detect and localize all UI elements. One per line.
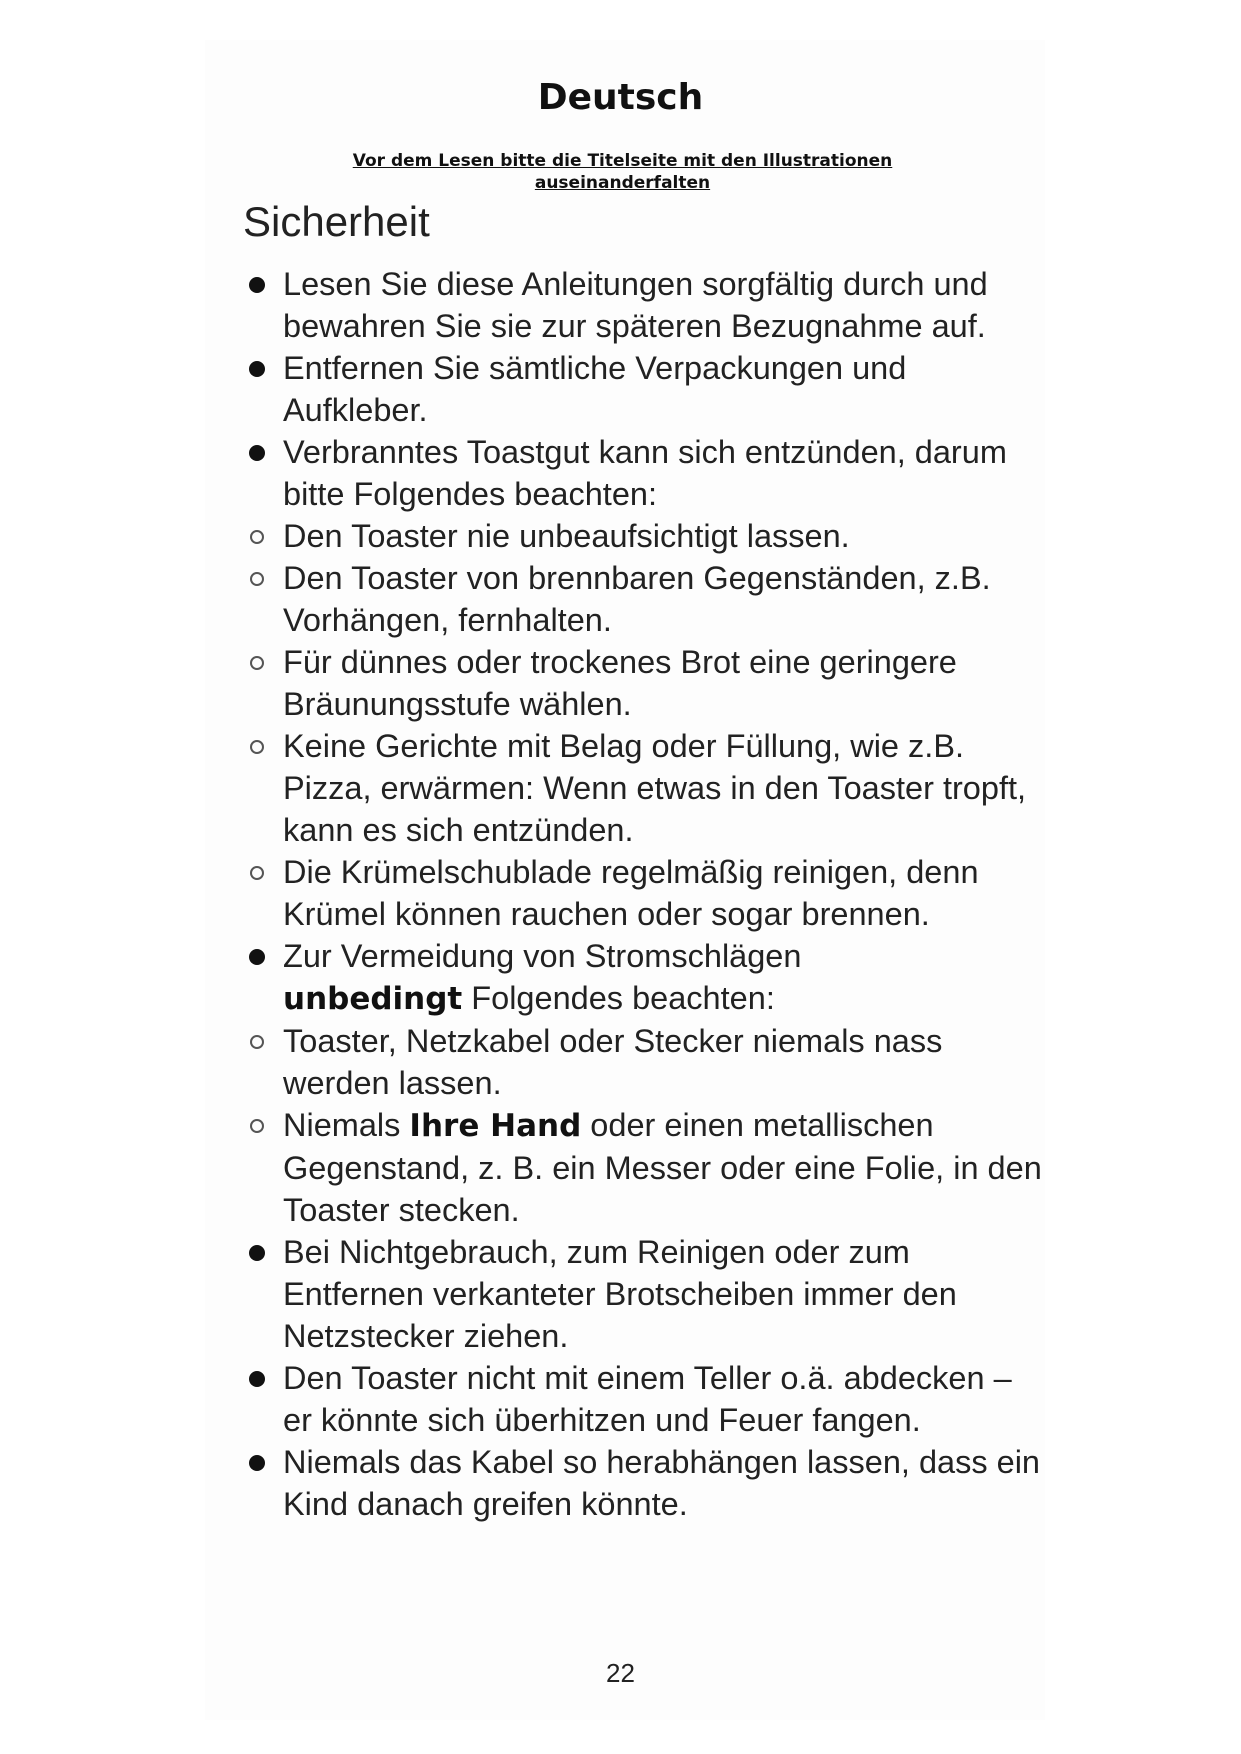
list-item (243, 557, 1043, 641)
item-text: Lesen Sie diese Anleitungen sorgfältig durch und bewahren Sie sie zur späteren Bezugnahme auf. (283, 266, 988, 344)
list-item (243, 431, 1043, 515)
safety-list (243, 263, 1043, 1525)
list-item (243, 1441, 1043, 1525)
item-text: Den Toaster von brennbaren Gegenständen, z.B. Vorhängen, fernhalten. (283, 560, 991, 638)
item-text: Den Toaster nie unbeaufsichtigt lassen. (283, 518, 850, 554)
section-heading: Sicherheit (243, 198, 430, 245)
list-item (243, 725, 1043, 851)
item-text: Verbranntes Toastgut kann sich entzünden, darum bitte Folgendes beachten: (283, 434, 1007, 512)
list-item (243, 935, 1043, 1020)
page-title: Deutsch (537, 77, 704, 118)
emphasis-text: Ihre Hand (409, 1108, 582, 1144)
item-text: Die Krümelschublade regelmäßig reinigen, denn Krümel können rauchen oder sogar brennen. (283, 854, 979, 932)
bullet-hollow-icon (250, 656, 264, 670)
bullet-hollow-icon (250, 866, 264, 880)
list-item (243, 1020, 1043, 1104)
list-item (243, 263, 1043, 347)
emphasis-text: unbedingt (283, 981, 463, 1017)
bullet-filled-icon (249, 1455, 265, 1471)
bullet-hollow-icon (250, 1119, 264, 1133)
item-text: Bei Nichtgebrauch, zum Reinigen oder zum Entfernen verkanteter Brotscheiben immer den Netzstecker ziehen. (283, 1234, 957, 1354)
bullet-filled-icon (249, 1245, 265, 1261)
item-text-pre: Niemals (283, 1107, 401, 1143)
list-item (243, 347, 1043, 431)
list-item (243, 1231, 1043, 1357)
notice-line-2: auseinanderfalten (534, 173, 711, 193)
bullet-filled-icon (249, 277, 265, 293)
item-text-pre: Zur Vermeidung von Stromschlägen (283, 938, 802, 974)
bullet-filled-icon (249, 361, 265, 377)
bullet-hollow-icon (250, 530, 264, 544)
item-text: Entfernen Sie sämtliche Verpackungen und Aufkleber. (283, 350, 907, 428)
bullet-hollow-icon (250, 740, 264, 754)
item-text: Für dünnes oder trockenes Brot eine geringere Bräunungsstufe wählen. (283, 644, 957, 722)
bullet-hollow-icon (250, 572, 264, 586)
notice-line-1: Vor dem Lesen bitte die Titelseite mit den Illustrationen (352, 151, 893, 171)
list-item (243, 515, 1043, 557)
bullet-filled-icon (249, 445, 265, 461)
bullet-filled-icon (249, 1371, 265, 1387)
item-text-post: Folgendes beachten: (471, 980, 775, 1016)
item-text: Keine Gerichte mit Belag oder Füllung, wie z.B. Pizza, erwärmen: Wenn etwas in den Toaster tropft, kann es sich entzünden. (283, 728, 1027, 848)
page-number: 22 (606, 1658, 635, 1688)
item-text-post: oder einen metallischen Gegenstand, z. B. ein Messer oder eine Folie, in den Toaster stecken. (283, 1107, 1042, 1228)
item-text: Toaster, Netzkabel oder Stecker niemals nass werden lassen. (283, 1023, 943, 1101)
list-item (243, 641, 1043, 725)
item-text: Niemals das Kabel so herabhängen lassen, dass ein Kind danach greifen könnte. (283, 1444, 1041, 1522)
bullet-filled-icon (249, 949, 265, 965)
list-item (243, 1104, 1043, 1231)
list-item (243, 851, 1043, 935)
bullet-hollow-icon (250, 1035, 264, 1049)
item-text: Den Toaster nicht mit einem Teller o.ä. abdecken – er könnte sich überhitzen und Feuer fangen. (283, 1360, 1012, 1438)
list-item (243, 1357, 1043, 1441)
notice-text (330, 150, 915, 194)
